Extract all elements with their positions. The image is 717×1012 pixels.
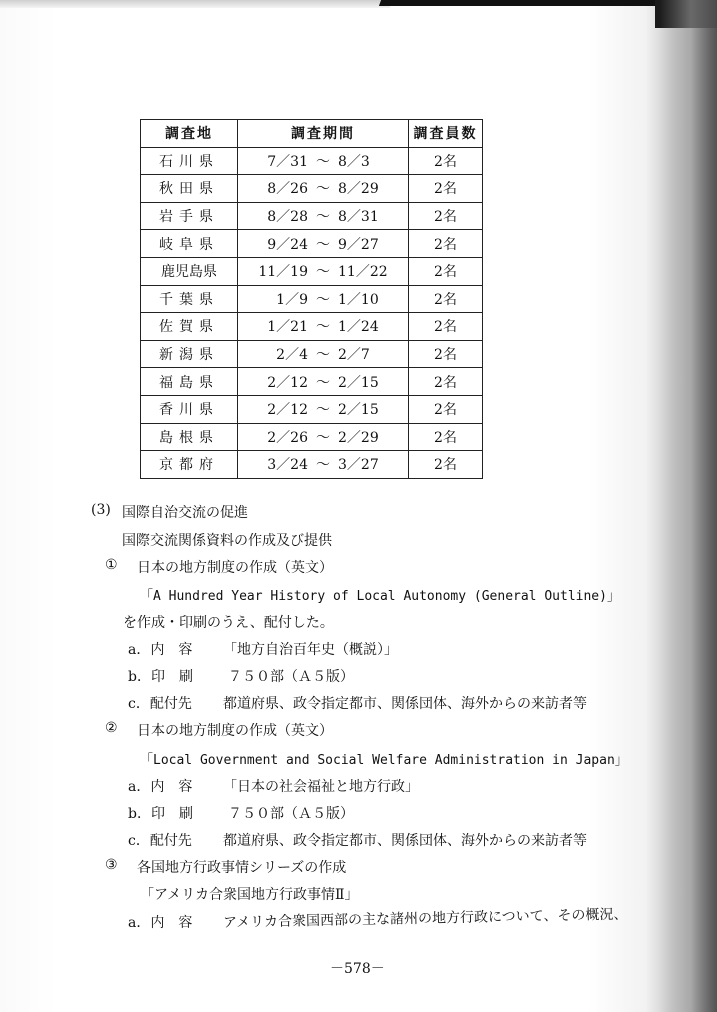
table-row xyxy=(141,340,483,368)
period-separator: ～ xyxy=(316,209,330,226)
period-end: 2／15 xyxy=(338,402,379,419)
table-row xyxy=(141,451,483,479)
cell-period xyxy=(238,451,409,479)
table-row xyxy=(141,368,483,396)
item-3-heading: 各国地方行政事情シリーズの作成 xyxy=(137,860,347,876)
table-row xyxy=(141,147,483,175)
item-3-detail-a-value: アメリカ合衆国西部の主な諸州の地方行政について、その概況、 xyxy=(222,906,628,931)
cell-place: 福島県 xyxy=(141,368,238,396)
item-3-detail-a-label: a．内 容 xyxy=(128,915,193,931)
period-start: 2／4 xyxy=(276,347,308,364)
period-separator: ～ xyxy=(316,457,330,474)
period-start: 11／19 xyxy=(258,264,308,281)
table-row xyxy=(141,285,483,313)
period-start: 1／9 xyxy=(276,291,308,308)
period-separator: ～ xyxy=(316,374,330,391)
cell-count: 2名 xyxy=(409,368,483,396)
period-end: 11／22 xyxy=(338,264,388,281)
table-row xyxy=(141,257,483,285)
item-1-note: を作成・印刷のうえ、配付した。 xyxy=(123,615,334,631)
cell-count: 2名 xyxy=(409,202,483,230)
item-1-detail-a-value: 「地方自治百年史（概説）」 xyxy=(223,642,398,658)
period-separator: ～ xyxy=(316,181,330,198)
period-separator: ～ xyxy=(316,402,330,419)
cell-place: 島根県 xyxy=(141,423,238,451)
header-period: 調査期間 xyxy=(238,120,409,148)
item-2-title: 「Local Government and Social Welfare Administration in Japan」 xyxy=(140,753,628,768)
cell-place: 秋田県 xyxy=(141,175,238,203)
cell-count: 2名 xyxy=(409,257,483,285)
cell-place: 千葉県 xyxy=(141,285,238,313)
period-separator: ～ xyxy=(316,429,330,446)
cell-period xyxy=(238,202,409,230)
period-separator: ～ xyxy=(316,319,330,336)
period-end: 2／7 xyxy=(338,347,370,364)
period-start: 2／12 xyxy=(267,402,308,419)
scan-edge-top xyxy=(0,0,717,14)
item-2-detail-c-label: c．配付先 xyxy=(128,833,192,849)
period-separator: ～ xyxy=(316,264,330,281)
survey-table xyxy=(140,119,483,479)
item-2-detail-a-label: a．内 容 xyxy=(128,779,193,795)
period-start: 2／26 xyxy=(267,429,308,446)
scan-binding-shadow xyxy=(659,0,717,1012)
cell-period xyxy=(238,395,409,423)
cell-period xyxy=(238,147,409,175)
cell-count: 2名 xyxy=(409,395,483,423)
item-1-title: 「A Hundred Year History of Local Autonomy (General Outline)」 xyxy=(140,589,620,604)
cell-period xyxy=(238,340,409,368)
item-1-detail-c-value: 都道府県、政令指定都市、関係団体、海外からの来訪者等 xyxy=(223,696,587,712)
table-row xyxy=(141,313,483,341)
cell-period xyxy=(238,230,409,258)
cell-place: 岐阜県 xyxy=(141,230,238,258)
table-row xyxy=(141,202,483,230)
cell-place: 新潟県 xyxy=(141,340,238,368)
cell-place: 京都府 xyxy=(141,451,238,479)
table-row xyxy=(141,423,483,451)
item-2-marker: ② xyxy=(105,720,118,736)
section-subtitle: 国際交流関係資料の作成及び提供 xyxy=(122,533,332,549)
cell-period xyxy=(238,257,409,285)
table-row xyxy=(141,175,483,203)
cell-count: 2名 xyxy=(409,230,483,258)
cell-place: 香川県 xyxy=(141,395,238,423)
header-count: 調査員数 xyxy=(409,120,483,148)
period-end: 8／29 xyxy=(338,181,379,198)
period-start: 7／31 xyxy=(267,153,308,170)
item-2-detail-c-value: 都道府県、政令指定都市、関係団体、海外からの来訪者等 xyxy=(223,833,587,849)
item-3-title: 「アメリカ合衆国地方行政事情Ⅱ」 xyxy=(140,887,359,903)
period-start: 1／21 xyxy=(267,319,308,336)
cell-count: 2名 xyxy=(409,147,483,175)
item-1-detail-a-label: a．内 容 xyxy=(128,642,193,658)
cell-place: 岩手県 xyxy=(141,202,238,230)
cell-count: 2名 xyxy=(409,285,483,313)
item-2-detail-b-value: ７５０部（Ａ５版） xyxy=(228,806,354,822)
cell-count: 2名 xyxy=(409,313,483,341)
cell-count: 2名 xyxy=(409,451,483,479)
period-separator: ～ xyxy=(316,291,330,308)
item-2-detail-b-label: b．印 刷 xyxy=(128,806,193,822)
item-2-detail-a-value: 「日本の社会福祉と地方行政」 xyxy=(223,779,419,795)
section-number: (3) xyxy=(91,502,111,518)
cell-count: 2名 xyxy=(409,175,483,203)
period-end: 8／3 xyxy=(338,153,370,170)
period-end: 1／10 xyxy=(338,291,379,308)
cell-place: 鹿児島県 xyxy=(141,257,238,285)
cell-period xyxy=(238,175,409,203)
table-header-row xyxy=(141,120,483,148)
cell-period xyxy=(238,423,409,451)
section-title: 国際自治交流の促進 xyxy=(122,505,248,521)
period-separator: ～ xyxy=(316,153,330,170)
item-1-detail-b-label: b．印 刷 xyxy=(128,669,193,685)
cell-place: 佐賀県 xyxy=(141,313,238,341)
period-start: 2／12 xyxy=(267,374,308,391)
period-end: 2／29 xyxy=(338,429,379,446)
period-separator: ～ xyxy=(316,236,330,253)
period-end: 2／15 xyxy=(338,374,379,391)
cell-count: 2名 xyxy=(409,340,483,368)
page-number: －578－ xyxy=(330,961,385,977)
item-2-heading: 日本の地方制度の作成（英文） xyxy=(137,723,333,739)
item-3-marker: ③ xyxy=(105,857,118,873)
cell-period xyxy=(238,285,409,313)
period-end: 8／31 xyxy=(338,209,379,226)
period-separator: ～ xyxy=(316,347,330,364)
cell-period xyxy=(238,313,409,341)
period-start: 8／26 xyxy=(267,181,308,198)
item-1-detail-b-value: ７５０部（Ａ５版） xyxy=(228,669,354,685)
period-start: 3／24 xyxy=(267,457,308,474)
item-1-marker: ① xyxy=(105,557,118,573)
cell-place: 石川県 xyxy=(141,147,238,175)
header-place: 調査地 xyxy=(141,120,238,148)
period-end: 1／24 xyxy=(338,319,379,336)
period-end: 9／27 xyxy=(338,236,379,253)
period-start: 8／28 xyxy=(267,209,308,226)
period-start: 9／24 xyxy=(267,236,308,253)
period-end: 3／27 xyxy=(338,457,379,474)
cell-count: 2名 xyxy=(409,423,483,451)
table-row xyxy=(141,395,483,423)
item-1-heading: 日本の地方制度の作成（英文） xyxy=(137,560,333,576)
cell-period xyxy=(238,368,409,396)
table-row xyxy=(141,230,483,258)
item-1-detail-c-label: c．配付先 xyxy=(128,696,192,712)
